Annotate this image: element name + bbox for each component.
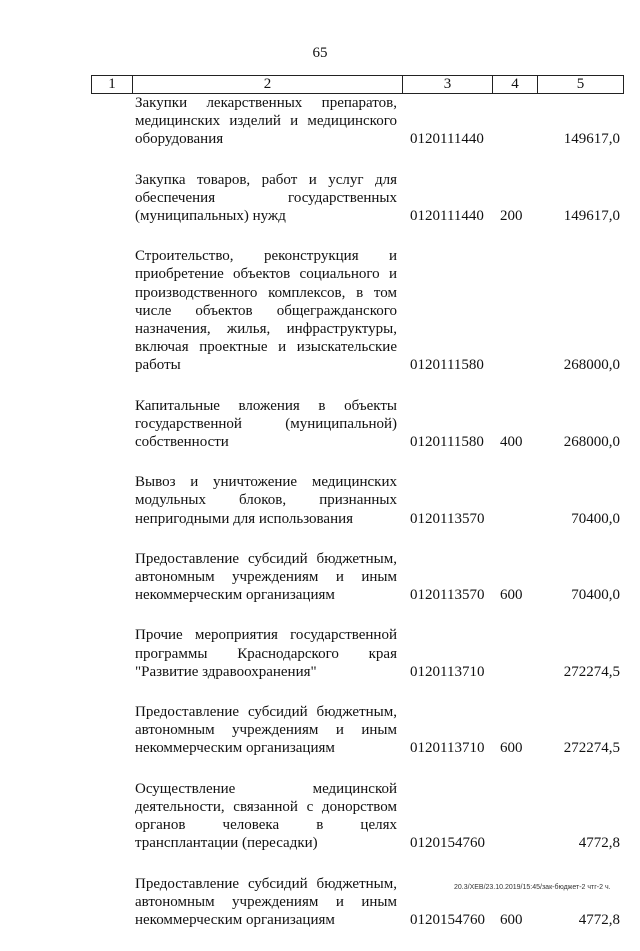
column-header-2: 2 (133, 76, 403, 94)
row-code: 0120111580 (410, 357, 484, 374)
row-code: 0120111440 (410, 131, 484, 148)
row-amount: 272274,5 (563, 740, 620, 757)
row-code: 0120111580 (410, 434, 484, 451)
table-row (0, 703, 640, 758)
row-amount: 272274,5 (563, 663, 620, 680)
row-description: Капитальные вложения в объекты государственной (муниципальной) собственности (135, 397, 397, 451)
row-description: Прочие мероприятия государственной программы Краснодарского края "Развитие здравоохранения" (135, 627, 397, 680)
column-header-table (91, 75, 624, 94)
row-amount: 149617,0 (563, 131, 620, 148)
row-description: Вывоз и уничтожение медицинских модульных блоков, признанных непригодными для использования (135, 474, 397, 527)
row-code: 0120113710 (410, 663, 485, 680)
table-row (0, 473, 640, 528)
table-row (0, 171, 640, 226)
row-description: Предоставление субсидий бюджетным, автономным учреждениям и иным некоммерческим организациям (135, 875, 397, 928)
row-amount: 268000,0 (563, 357, 620, 374)
row-amount: 70400,0 (571, 510, 620, 527)
row-code: 0120113710 (410, 740, 485, 757)
table-row (0, 780, 640, 853)
row-code: 0120111440 (410, 208, 484, 225)
page-number: 65 (312, 45, 328, 61)
column-header-1: 1 (92, 76, 133, 94)
table-row (0, 247, 640, 374)
budget-rows (0, 94, 640, 951)
table-row (0, 397, 640, 452)
row-code: 0120113570 (410, 587, 485, 604)
row-expense-type: 400 (500, 434, 523, 451)
row-expense-type: 600 (500, 587, 523, 604)
table-row (0, 875, 640, 930)
row-amount: 149617,0 (563, 208, 620, 225)
table-row (0, 94, 640, 149)
row-amount: 268000,0 (563, 434, 620, 451)
row-description: Закупки лекарственных препаратов, медицинских изделий и медицинского оборудования (135, 95, 397, 148)
table-row (0, 626, 640, 681)
row-amount: 70400,0 (571, 587, 620, 604)
row-code: 0120113570 (410, 510, 485, 527)
row-expense-type: 600 (500, 911, 523, 928)
row-description: Строительство, реконструкция и приобретение объектов социального и производственного комплексов, в том числе объектов общегражданского назначения, жилья, инфраструктуры, включая проектные и изыскательские работы (135, 248, 397, 374)
column-header-4: 4 (493, 76, 538, 94)
row-description: Предоставление субсидий бюджетным, автономным учреждениям и иным некоммерческим организациям (135, 704, 397, 757)
table-row (0, 550, 640, 605)
row-amount: 4772,8 (578, 911, 620, 928)
row-code: 0120154760 (410, 835, 485, 852)
row-description: Предоставление субсидий бюджетным, автономным учреждениям и иным некоммерческим организациям (135, 550, 397, 604)
column-header-5: 5 (538, 76, 624, 94)
document-stamp: 20.3/ХЕВ/23.10.2019/15:45/зак-бюджет-2 чтг-2 ч. (454, 884, 611, 891)
row-expense-type: 600 (500, 740, 523, 757)
row-description: Осуществление медицинской деятельности, связанной с донорством органов человека в целях трансплантации (пересадки) (135, 780, 397, 852)
row-code: 0120154760 (410, 911, 485, 928)
row-description: Закупка товаров, работ и услуг для обеспечения государственных (муниципальных) нужд (135, 171, 397, 225)
row-amount: 4772,8 (578, 835, 620, 852)
column-header-3: 3 (403, 76, 493, 94)
column-header-row (92, 76, 624, 94)
row-expense-type: 200 (500, 208, 523, 225)
